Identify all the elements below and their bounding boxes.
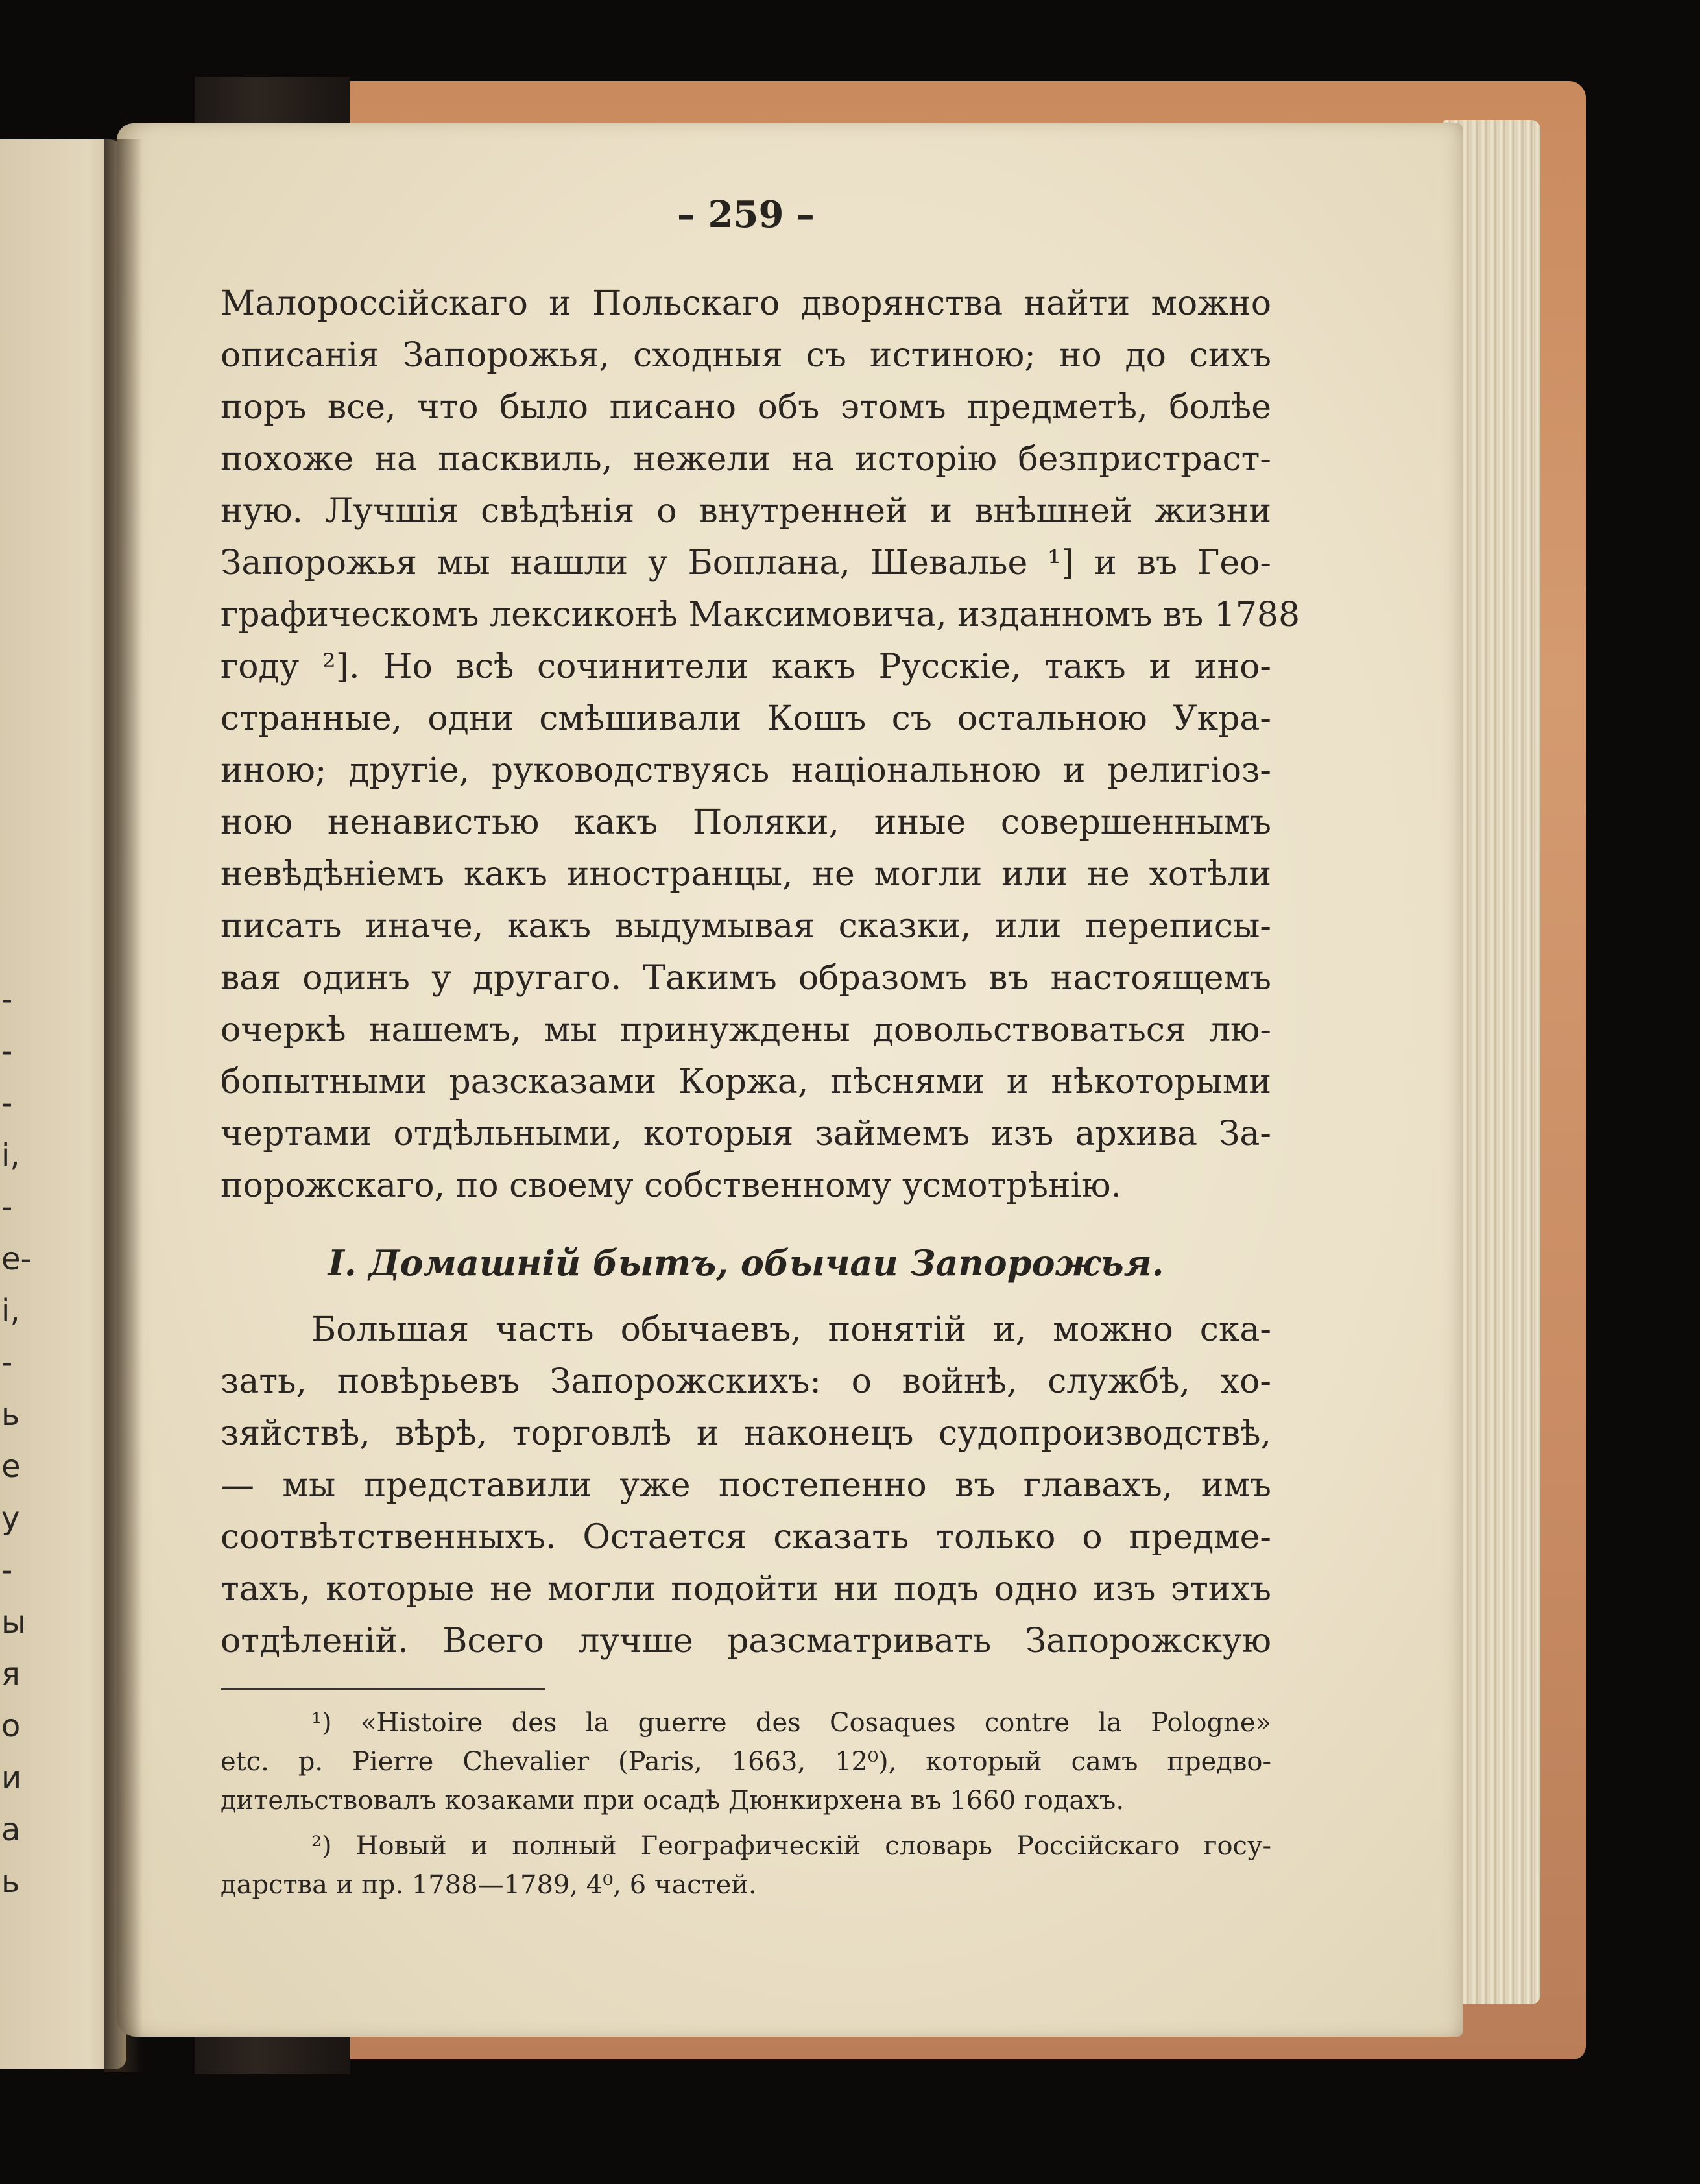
body-line: графическомъ лексиконѣ Максимовича, изданномъ въ 1788 xyxy=(221,595,1300,634)
body-line: невѣдѣніемъ какъ иностранцы, не могли или не хотѣли xyxy=(221,855,1271,894)
body-line: отдѣленій. Всего лучше разсматривать Запорожскую xyxy=(221,1622,1271,1661)
book-gutter xyxy=(104,139,143,2072)
left-page-fragment: и xyxy=(1,1760,22,1796)
body-line: странные, одни смѣшивали Кошъ съ остальною Укра- xyxy=(221,699,1271,738)
footnote-line: дительствовалъ козаками при осадѣ Дюнкирхена въ 1660 годахъ. xyxy=(221,1786,1125,1816)
left-page-fragment: - xyxy=(1,1085,13,1122)
body-line: — мы представили уже постепенно въ главахъ, имъ xyxy=(221,1466,1271,1505)
left-page-fragment: - xyxy=(1,1552,13,1589)
body-line: иною; другіе, руководствуясь національною и религіоз- xyxy=(221,751,1271,790)
body-line: описанія Запорожья, сходныя съ истиною; но до сихъ xyxy=(221,336,1271,375)
left-page-fragment: о xyxy=(1,1708,21,1744)
left-page-fragment: ь xyxy=(1,1864,20,1900)
footnote-line: ²) Новый и полный Географическій словарь Россійскаго госу- xyxy=(311,1831,1271,1861)
left-page-fragment: е xyxy=(1,1448,21,1485)
left-page-fragment: ы xyxy=(1,1604,26,1640)
left-page-fragment: - xyxy=(1,1345,13,1381)
body-line: вая одинъ у другаго. Такимъ образомъ въ настоящемъ xyxy=(221,959,1271,998)
body-line: году ²]. Но всѣ сочинители какъ Русскіе, такъ и ино- xyxy=(221,647,1271,686)
body-line: Большая часть обычаевъ, понятій и, можно ска- xyxy=(311,1310,1271,1349)
footnote-rule xyxy=(221,1688,545,1690)
body-line: похоже на пасквиль, нежели на исторію безпристраст- xyxy=(221,440,1271,479)
body-line: очеркѣ нашемъ, мы принуждены довольствоваться лю- xyxy=(221,1011,1271,1050)
body-line: поръ все, что было писано объ этомъ предметѣ, болѣе xyxy=(221,388,1271,427)
body-line: Запорожья мы нашли у Боплана, Шевалье ¹] и въ Гео- xyxy=(221,544,1271,582)
page-number: – 259 – xyxy=(677,193,815,236)
body-line: тахъ, которые не могли подойти ни подъ одно изъ этихъ xyxy=(221,1570,1271,1609)
body-line: зяйствѣ, вѣрѣ, торговлѣ и наконецъ судопроизводствѣ, xyxy=(221,1414,1271,1453)
footnote-line: etc. p. Pierre Chevalier (Paris, 1663, 12⁰), который самъ предво- xyxy=(221,1747,1271,1777)
body-line: Малороссійскаго и Польскаго дворянства найти можно xyxy=(221,284,1271,323)
section-heading: I. Домашній бытъ, обычаи Запорожья. xyxy=(328,1242,1164,1284)
body-line: соотвѣтственныхъ. Остается сказать только о предме- xyxy=(221,1518,1271,1557)
body-line: зать, повѣрьевъ Запорожскихъ: о войнѣ, службѣ, хо- xyxy=(221,1362,1271,1401)
body-line: порожскаго, по своему собственному усмотрѣнію. xyxy=(221,1166,1122,1205)
footnote-line: дарства и пр. 1788—1789, 4⁰, 6 частей. xyxy=(221,1870,757,1900)
left-page-fragment: а xyxy=(1,1812,21,1848)
body-line: ную. Лучшія свѣдѣнія о внутренней и внѣшней жизни xyxy=(221,492,1271,531)
left-page-fragment: - xyxy=(1,1189,13,1225)
left-page-fragment: е- xyxy=(1,1241,32,1277)
left-page-fragment: я xyxy=(1,1656,20,1692)
body-line: бопытными разсказами Коржа, пѣснями и нѣкоторыми xyxy=(221,1062,1271,1101)
left-page-fragment: і, xyxy=(1,1293,20,1329)
left-page-fragment: ь xyxy=(1,1397,20,1433)
left-page-fragment: - xyxy=(1,1033,13,1070)
footnote-line: ¹) «Histoire des la guerre des Cosaques contre la Pologne» xyxy=(311,1708,1271,1738)
body-line: писать иначе, какъ выдумывая сказки, или переписы- xyxy=(221,907,1271,946)
left-page-fragment: у xyxy=(1,1500,20,1537)
left-page-fragment: - xyxy=(1,981,13,1018)
body-line: чертами отдѣльными, которыя займемъ изъ архива За- xyxy=(221,1114,1271,1153)
left-page-fragment: і, xyxy=(1,1137,20,1173)
body-line: ною ненавистью какъ Поляки, иные совершеннымъ xyxy=(221,803,1271,842)
